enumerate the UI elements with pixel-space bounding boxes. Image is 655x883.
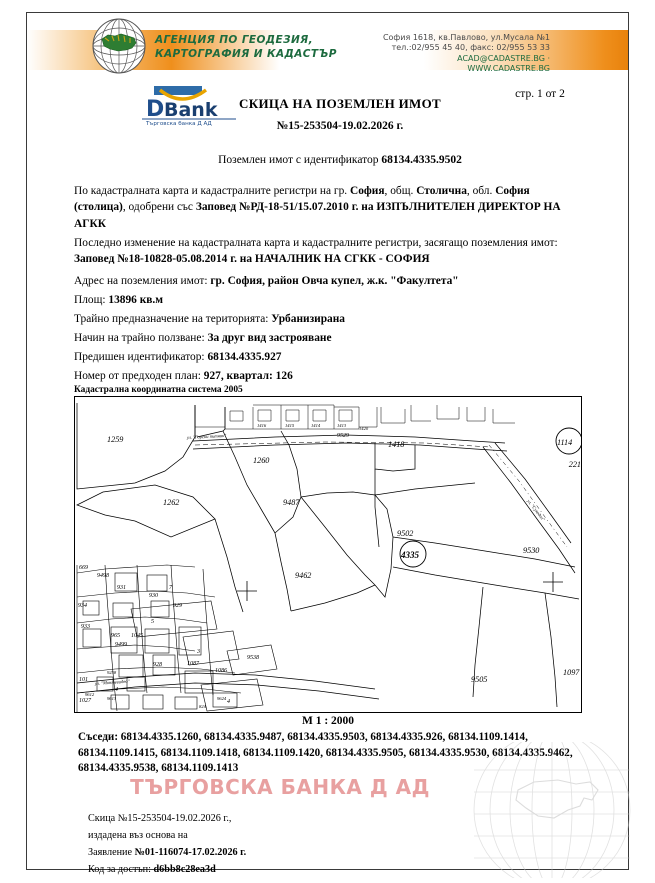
field-purpose-label: Трайно предназначение на територията: — [74, 313, 272, 325]
svg-text:9613: 9613 — [107, 696, 117, 701]
field-prevplan-value: 927, квартал: 126 — [203, 370, 293, 382]
svg-text:934: 934 — [78, 603, 87, 609]
paragraph-approval — [74, 183, 582, 232]
footer-application-label: Заявление — [88, 847, 135, 858]
svg-text:4: 4 — [115, 687, 118, 693]
field-previous-identifier — [74, 348, 582, 367]
svg-text:3: 3 — [197, 649, 200, 655]
para1-c: , обл. — [466, 185, 496, 197]
agency-contact — [374, 33, 550, 75]
para1-a: По кадастралната карта и кадастралните регистри на гр. — [74, 185, 350, 197]
svg-text:9538: 9538 — [247, 655, 259, 661]
subject-parcel-number: 4335 — [401, 550, 419, 560]
field-address-value: гр. София, район Овча купел, ж.к. "Факултета" — [210, 275, 459, 287]
contact-address: София 1618, кв.Павлово, ул.Мусала №1 — [382, 33, 550, 42]
para1-region: София (столица) — [74, 185, 530, 214]
paragraph-lastchange — [74, 235, 582, 268]
svg-text:1114: 1114 — [557, 438, 573, 447]
agency-name-line2: КАРТОГРАФИЯ И КАДАСТЪР — [155, 48, 337, 60]
svg-text:1097: 1097 — [563, 668, 580, 677]
svg-text:5: 5 — [151, 619, 154, 625]
svg-text:ул. "Суходол": ул. "Суходол" — [526, 498, 547, 522]
field-usage-value: За друг вид застрояване — [207, 332, 332, 344]
svg-text:9258: 9258 — [107, 670, 117, 675]
para1-b: , общ. — [384, 185, 417, 197]
svg-text:ул. "Монтевидео": ул. "Монтевидео" — [94, 678, 130, 686]
cadastral-map[interactable] — [74, 396, 582, 713]
svg-text:9612: 9612 — [85, 692, 95, 697]
field-area — [74, 291, 582, 310]
footer-access-code — [88, 861, 468, 878]
para2-order: Заповед №18-10828-05.08.2014 г. на НАЧАЛНИК НА СГКК - СОФИЯ — [74, 253, 430, 266]
document-number: №15-253504-19.02.2026 г. — [276, 120, 404, 132]
identifier-value: 68134.4335.9502 — [381, 154, 462, 166]
neighbors-values: 68134.4335.1260, 68134.4335.9487, 68134.4335.9503, 68134.4335.926, 68134.1109.1414, 68134.1109.1415, 68134.1109.1418, 68134.1109.1420, 68134.4335.9505, 68134.4335.9530, 68134.4335.9462, 68134.4335.9538, 68134.1109.1413 — [78, 731, 573, 775]
bank-watermark: ТЪРГОВСКА БАНКА Д АД — [130, 775, 430, 799]
para1-d: , одобрени със — [122, 201, 196, 214]
svg-text:9462: 9462 — [295, 571, 312, 580]
footer-issued-basis: издадена въз основа на — [88, 830, 188, 841]
svg-text:9499: 9499 — [115, 642, 127, 648]
field-area-label: Площ: — [74, 294, 109, 306]
svg-text:1420: 1420 — [359, 426, 369, 431]
agency-name-line1: АГЕНЦИЯ ПО ГЕОДЕЗИЯ, — [155, 34, 314, 46]
agency-name — [155, 33, 337, 61]
property-identifier-line — [120, 154, 560, 166]
footer-application — [88, 844, 468, 861]
contact-web: ACAD@CADASTRE.BG · WWW.CADASTRE.BG — [457, 53, 550, 74]
svg-text:9529: 9529 — [337, 433, 349, 439]
svg-text:221: 221 — [568, 460, 581, 469]
svg-text:1416: 1416 — [257, 423, 267, 428]
page-indicator: стр. 1 от 2 — [515, 88, 565, 100]
svg-text:824: 824 — [199, 704, 206, 709]
property-fields — [74, 272, 582, 386]
svg-text:9505: 9505 — [471, 675, 488, 684]
svg-text:Bank: Bank — [164, 99, 218, 121]
field-address-label: Адрес на поземления имот: — [74, 275, 211, 287]
field-address — [74, 272, 582, 291]
svg-text:1260: 1260 — [253, 456, 270, 465]
svg-text:101: 101 — [79, 677, 88, 683]
body-paragraphs — [74, 183, 582, 270]
field-previd-label: Предишен идентификатор: — [74, 351, 208, 363]
para1-municipality: Столична — [416, 185, 467, 197]
footer-access-code-label: Код за достъп: — [88, 864, 154, 875]
field-previous-plan — [74, 367, 582, 386]
svg-text:D: D — [146, 97, 165, 122]
svg-text:1413: 1413 — [337, 423, 347, 428]
field-purpose — [74, 310, 582, 329]
para1-city: София — [350, 185, 385, 197]
svg-text:1418: 1418 — [388, 440, 405, 449]
footer-access-code-value: d6bb8c28ea3d — [153, 864, 216, 875]
svg-text:965: 965 — [111, 633, 120, 639]
svg-text:4: 4 — [227, 699, 230, 705]
field-usage — [74, 329, 582, 348]
coordinate-system-label: Кадастрална координатна система 2005 — [74, 385, 243, 395]
svg-text:9624: 9624 — [217, 696, 227, 701]
svg-text:9530: 9530 — [523, 546, 540, 555]
crosshair-marker — [237, 581, 257, 601]
globe-graticule-bulgaria-icon — [472, 742, 632, 878]
svg-text:928: 928 — [153, 662, 162, 668]
svg-text:Търговска банка Д АД: Търговска банка Д АД — [146, 121, 212, 126]
svg-text:ул. "Горски пътник": ул. "Горски пътник" — [186, 432, 227, 440]
svg-text:7: 7 — [169, 585, 172, 591]
field-previd-value: 68134.4335.927 — [207, 351, 282, 363]
field-area-value: 13896 кв.м — [108, 294, 164, 306]
svg-text:9487: 9487 — [283, 498, 300, 507]
globe-bulgaria-icon — [88, 17, 150, 75]
subject-parcel-upper: 9502 — [397, 529, 414, 538]
para2-a: Последно изменение на кадастралната карта и кадастралните регистри, засягащо поземления имот: — [74, 236, 558, 249]
svg-text:930: 930 — [149, 593, 158, 599]
document-footer — [88, 810, 468, 878]
svg-text:1259: 1259 — [107, 435, 124, 444]
svg-text:1414: 1414 — [311, 423, 321, 428]
svg-text:1262: 1262 — [163, 498, 180, 507]
svg-text:1415: 1415 — [285, 423, 295, 428]
page-title: СКИЦА НА ПОЗЕМЛЕН ИМОТ — [239, 96, 441, 111]
svg-text:669: 669 — [79, 565, 88, 571]
field-prevplan-label: Номер от предходен план: — [74, 370, 204, 382]
footer-sketch-number: Скица №15-253504-19.02.2026 г., — [88, 813, 232, 824]
svg-text:1087: 1087 — [187, 661, 199, 667]
svg-text:929: 929 — [173, 603, 182, 609]
field-usage-label: Начин на трайно ползване: — [74, 332, 208, 344]
map-scale: М 1 : 2000 — [301, 715, 355, 727]
svg-text:1086: 1086 — [215, 668, 227, 674]
crosshair-marker — [543, 572, 563, 592]
contact-phone: тел.:02/955 45 40, факс: 02/955 53 33 — [391, 43, 550, 53]
svg-text:931: 931 — [117, 585, 126, 591]
svg-text:9498: 9498 — [97, 573, 109, 579]
neighbors-label: Съседи: — [78, 731, 121, 743]
para1-order: Заповед №РД-18-51/15.07.2010 г. на ИЗПЪЛНИТЕЛЕН ДИРЕКТОР НА АГКК — [74, 201, 561, 230]
identifier-label: Поземлен имот с идентификатор — [218, 154, 382, 166]
svg-text:1045: 1045 — [131, 633, 143, 639]
svg-text:1027: 1027 — [79, 698, 91, 704]
field-purpose-value: Урбанизирана — [271, 313, 346, 325]
footer-application-value: №01-116074-17.02.2026 г. — [134, 847, 247, 858]
svg-text:933: 933 — [81, 624, 90, 630]
